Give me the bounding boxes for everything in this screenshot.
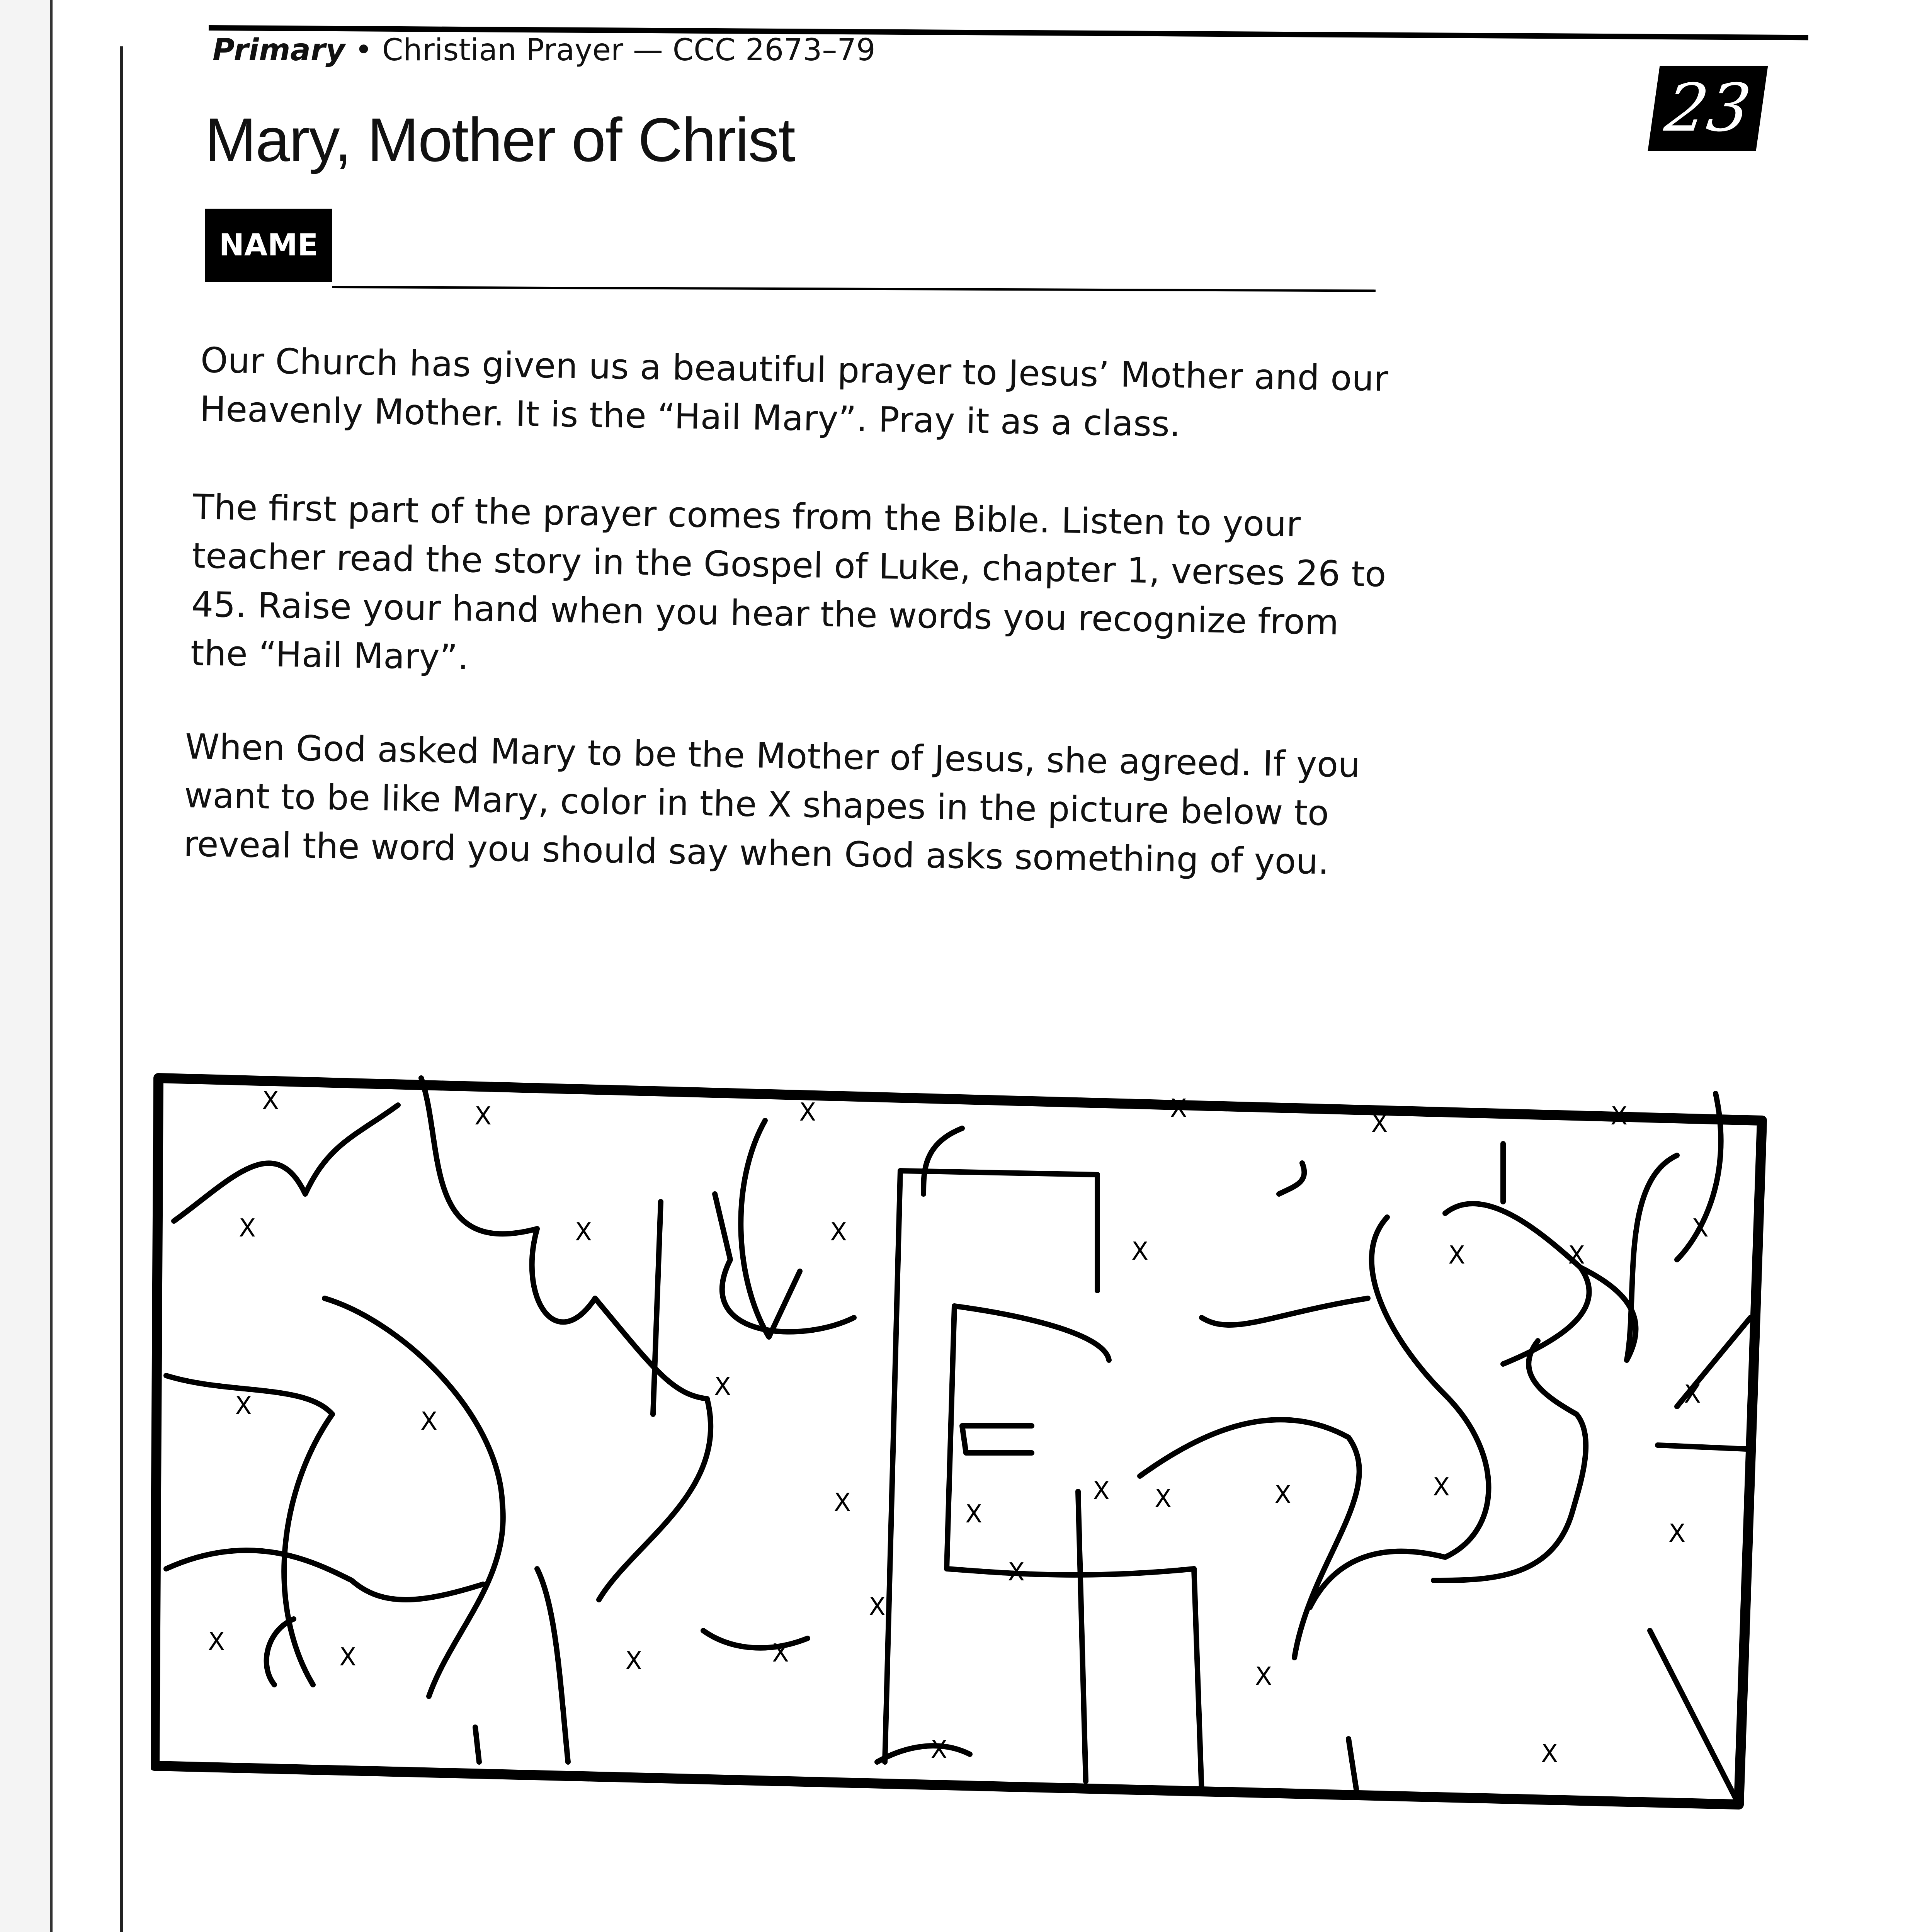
puzzle-line xyxy=(954,1306,1109,1360)
x-mark[interactable]: X xyxy=(1684,1380,1701,1409)
puzzle-line xyxy=(174,1105,398,1221)
x-mark[interactable]: X xyxy=(239,1214,256,1243)
x-mark[interactable]: X xyxy=(1170,1094,1187,1123)
x-mark[interactable]: X xyxy=(1155,1485,1172,1513)
x-mark[interactable]: X xyxy=(714,1372,731,1401)
coloring-puzzle[interactable] xyxy=(151,1066,1774,1816)
x-mark[interactable]: X xyxy=(1008,1558,1025,1587)
x-mark[interactable]: X xyxy=(339,1643,356,1672)
header-line xyxy=(213,33,876,68)
puzzle-line xyxy=(962,1426,1032,1453)
puzzle-line xyxy=(1279,1163,1304,1194)
topic-label: Christian Prayer xyxy=(382,33,624,68)
x-mark[interactable]: X xyxy=(799,1098,816,1127)
x-mark[interactable]: X xyxy=(965,1500,982,1529)
x-mark[interactable]: X xyxy=(235,1392,252,1420)
activity-number-badge: 23 xyxy=(1648,66,1768,151)
puzzle-line xyxy=(900,1171,1097,1291)
x-mark[interactable]: X xyxy=(830,1218,847,1247)
puzzle-line xyxy=(537,1569,568,1762)
puzzle-line xyxy=(1650,1631,1739,1804)
x-mark[interactable]: X xyxy=(262,1087,279,1115)
puzzle-line xyxy=(1078,1492,1086,1781)
puzzle-line xyxy=(885,1171,900,1762)
x-mark[interactable]: X xyxy=(208,1628,225,1656)
x-mark[interactable]: X xyxy=(1668,1519,1685,1548)
x-mark[interactable]: X xyxy=(834,1488,851,1517)
puzzle-line xyxy=(166,1550,483,1600)
puzzle-line xyxy=(1658,1445,1747,1449)
x-mark[interactable]: X xyxy=(772,1639,789,1668)
x-mark[interactable]: X xyxy=(420,1407,437,1436)
puzzle-line xyxy=(703,1631,808,1648)
x-mark[interactable]: X xyxy=(1255,1662,1272,1691)
binding-rule xyxy=(120,46,123,1932)
puzzle-line xyxy=(421,1078,537,1234)
paragraph-bible: The first part of the prayer comes from the Bible. Listen to your teacher read the story in the Gospel of Luke, chapter 1, verses 26 to 45. Raise your hand when you hear the words you recognize from the “Hail Mary”. xyxy=(190,486,1387,678)
puzzle-line xyxy=(325,1298,503,1696)
name-write-line[interactable] xyxy=(332,286,1376,292)
x-mark[interactable]: X xyxy=(1692,1214,1709,1243)
page-title: Mary, Mother of Christ xyxy=(205,105,795,174)
paragraph-instructions: When God asked Mary to be the Mother of Jesus, she agreed. If you want to be like Mary, color in the X shapes in the picture below to reveal the word you should say when God asks something of you. xyxy=(183,726,1361,883)
x-mark[interactable]: X xyxy=(1274,1481,1291,1509)
puzzle-line xyxy=(475,1727,479,1762)
puzzle-line xyxy=(1194,1569,1202,1793)
puzzle-line xyxy=(284,1414,332,1685)
x-mark[interactable]: X xyxy=(1371,1110,1388,1138)
puzzle-line xyxy=(1434,1341,1586,1580)
puzzle-frame xyxy=(155,1078,1762,1804)
puzzle-line xyxy=(715,1194,854,1332)
puzzle-line xyxy=(1445,1204,1589,1364)
x-mark[interactable]: X xyxy=(869,1593,886,1621)
x-mark[interactable]: X xyxy=(1093,1477,1110,1505)
x-mark[interactable]: X xyxy=(930,1736,947,1764)
header-dash: — xyxy=(633,33,663,68)
puzzle-line xyxy=(877,1746,970,1762)
puzzle-line xyxy=(1202,1298,1368,1325)
puzzle-line xyxy=(947,1306,1194,1575)
level-label: Primary xyxy=(213,33,345,68)
x-mark[interactable]: X xyxy=(1448,1241,1465,1270)
puzzle-line xyxy=(741,1121,800,1337)
x-mark[interactable]: X xyxy=(625,1647,642,1675)
puzzle-line xyxy=(1140,1420,1359,1658)
puzzle-line xyxy=(1310,1217,1489,1607)
name-label: NAME xyxy=(205,209,332,282)
puzzle-line xyxy=(653,1202,661,1414)
x-mark[interactable]: X xyxy=(1611,1102,1628,1131)
puzzle-line xyxy=(923,1128,962,1194)
x-mark[interactable]: X xyxy=(1131,1237,1148,1266)
paragraph-intro: Our Church has given us a beautiful prayer to Jesus’ Mother and our Heavenly Mother. It is the “Hail Mary”. Pray it as a class. xyxy=(199,340,1389,445)
x-mark[interactable]: X xyxy=(575,1218,592,1247)
x-mark[interactable]: X xyxy=(1541,1740,1558,1768)
x-mark[interactable]: X xyxy=(1568,1241,1585,1270)
puzzle-line xyxy=(1349,1739,1356,1789)
page-edge xyxy=(0,0,53,1932)
x-mark[interactable]: X xyxy=(1433,1473,1450,1502)
ccc-reference: CCC 2673–79 xyxy=(672,33,876,68)
x-mark[interactable]: X xyxy=(474,1102,492,1131)
puzzle-line xyxy=(532,1229,711,1600)
header-bullet: • xyxy=(355,33,373,68)
